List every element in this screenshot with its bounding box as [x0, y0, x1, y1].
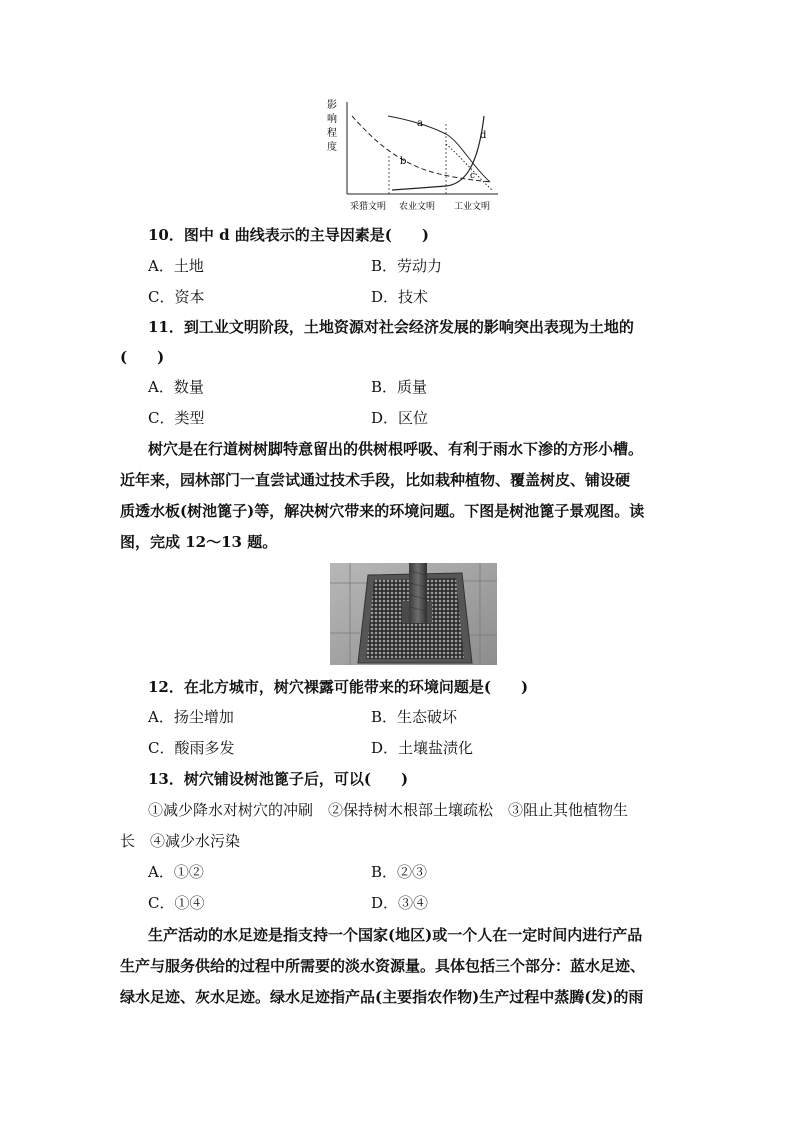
- y-axis-label-2: 程: [327, 128, 337, 139]
- q12-option-d: D．土壤盐渍化: [371, 739, 474, 757]
- passage2-line-1: 生产与服务供给的过程中所需要的淡水资源量。具体包括三个部分：蓝水足迹、: [120, 957, 646, 975]
- q11-stem-line1: 11．到工业文明阶段，土地资源对社会经济发展的影响突出表现为土地的: [148, 318, 634, 336]
- q10-option-b: B．劳动力: [371, 257, 443, 275]
- curve-label-c: c: [470, 171, 476, 181]
- q11-option-b: B．质量: [371, 378, 428, 396]
- tree-grate-photo: [330, 563, 497, 665]
- y-axis-label-0: 影: [327, 100, 337, 111]
- q13-option-b: B．②③: [371, 863, 428, 881]
- q12-option-c: C．酸雨多发: [148, 739, 235, 757]
- influence-chart: [320, 96, 505, 218]
- q10-option-d: D．技术: [371, 288, 429, 306]
- curve-label-a: a: [417, 118, 423, 129]
- q11-option-a: A．数量: [148, 378, 204, 396]
- x-label-2: 工业文明: [453, 202, 491, 212]
- x-label-0: 采猎文明: [349, 202, 387, 212]
- curve-label-d: d: [480, 130, 487, 141]
- q13-option-d: D．③④: [371, 894, 429, 912]
- curve-c: [446, 144, 492, 190]
- q11-option-c: C．类型: [148, 409, 205, 427]
- q13-items-line2: 长 ④减少水污染: [120, 832, 241, 850]
- y-axis-label-3: 度: [327, 142, 337, 153]
- q10-option-c: C．资本: [148, 288, 205, 306]
- q10-option-a: A．土地: [148, 257, 204, 275]
- passage2-line-0: 生产活动的水足迹是指支持一个国家(地区)或一个人在一定时间内进行产品: [148, 926, 643, 944]
- q12-stem: 12．在北方城市，树穴裸露可能带来的环境问题是( ): [148, 678, 529, 696]
- curve-label-b: b: [400, 156, 407, 167]
- passage1-line-2: 质透水板(树池篦子)等，解决树穴带来的环境问题。下图是树池篦子景观图。读: [120, 502, 645, 520]
- passage2-line-2: 绿水足迹、灰水足迹。绿水足迹指产品(主要指农作物)生产过程中蒸腾(发)的雨: [120, 988, 644, 1006]
- q10-stem: 10．图中 d 曲线表示的主导因素是( ): [148, 226, 430, 244]
- q11-stem-line2: ( ): [120, 348, 165, 366]
- q12-option-b: B．生态破坏: [371, 708, 458, 726]
- q13-stem: 13．树穴铺设树池篦子后，可以( ): [148, 770, 409, 788]
- q13-items-line1: ①减少降水对树穴的冲刷 ②保持树木根部土壤疏松 ③阻止其他植物生: [148, 801, 629, 819]
- passage1-line-0: 树穴是在行道树树脚特意留出的供树根呼吸、有利于雨水下渗的方形小槽。: [148, 440, 644, 458]
- y-axis-label-1: 响: [327, 114, 337, 125]
- q11-option-d: D．区位: [371, 409, 429, 427]
- x-label-1: 农业文明: [398, 202, 436, 212]
- q12-option-a: A．扬尘增加: [148, 708, 234, 726]
- passage1-line-3: 图，完成 12～13 题。: [120, 533, 278, 551]
- passage1-line-1: 近年来，园林部门一直尝试通过技术手段，比如栽种植物、覆盖树皮、铺设硬: [120, 471, 631, 489]
- q13-option-a: A．①②: [148, 863, 204, 881]
- q13-option-c: C．①④: [148, 894, 205, 912]
